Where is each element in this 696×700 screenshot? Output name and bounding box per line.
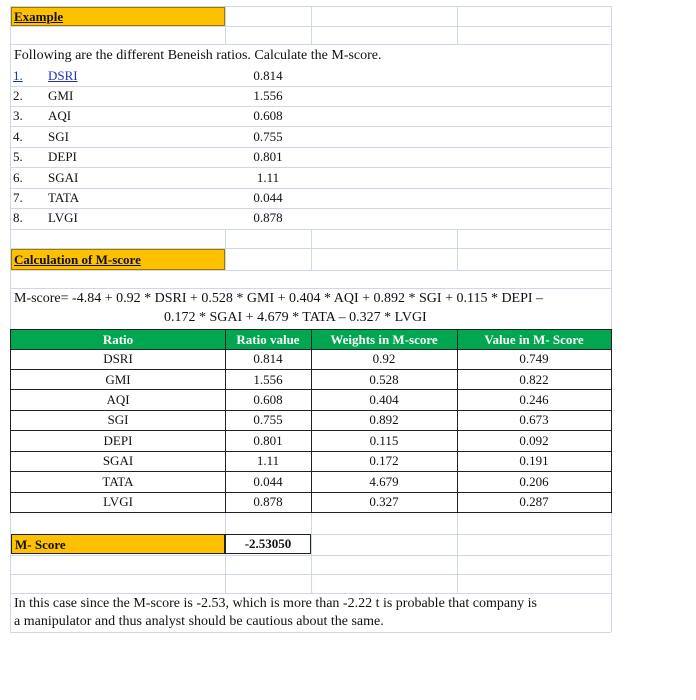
table-cell-ratio: TATA (102, 474, 134, 489)
list-item-name: SGI (48, 129, 69, 144)
list-item-number: 2. (13, 88, 23, 103)
table-cell-mscore: 0.822 (519, 372, 549, 387)
table-cell-weight: 0.892 (369, 412, 399, 427)
table-cell-weight: 0.404 (369, 392, 399, 407)
table-cell-mscore: 0.092 (519, 433, 549, 448)
formula-line-1: M-score= -4.84 + 0.92 * DSRI + 0.528 * GMI + 0.404 * AQI + 0.892 * SGI + 0.115 * DEPI – (14, 291, 544, 306)
list-item-value: 0.755 (253, 129, 283, 144)
formula-line-2: 0.172 * SGAI + 4.679 * TATA – 0.327 * LVGI (164, 310, 427, 325)
header-ratio-value: Ratio value (236, 332, 300, 347)
list-item-name: GMI (48, 88, 74, 103)
table-cell-weight: 0.172 (369, 453, 399, 468)
table-cell-mscore: 0.673 (519, 412, 549, 427)
table-cell-mscore: 0.191 (519, 453, 549, 468)
list-item-value: 0.814 (253, 68, 283, 83)
table-cell-ratio: LVGI (103, 494, 133, 509)
mscore-label-box (11, 534, 225, 554)
table-cell-mscore: 0.206 (519, 474, 549, 489)
conclusion-line-1: In this case since the M-score is -2.53, which is more than -2.22 t is probable that company is (14, 596, 537, 611)
table-cell-ratio: GMI (105, 372, 131, 387)
list-item-name: TATA (48, 190, 80, 205)
calc-label-box (11, 249, 225, 270)
table-cell-weight: 0.92 (372, 351, 396, 366)
table-cell-value: 0.801 (253, 433, 283, 448)
table-cell-ratio: SGI (107, 412, 129, 427)
list-item-value: 1.556 (253, 88, 283, 103)
intro-text: Following are the different Beneish ratios. Calculate the M-score. (14, 48, 382, 63)
table-cell-ratio: DSRI (103, 351, 133, 366)
list-item-number[interactable]: 1. (13, 68, 23, 83)
example-label-box (11, 7, 225, 26)
mscore-value-box (225, 534, 311, 554)
header-ratio: Ratio (102, 332, 134, 347)
table-cell-mscore: 0.246 (519, 392, 549, 407)
list-item-number: 4. (13, 129, 23, 144)
list-item-name[interactable]: DSRI (48, 68, 78, 83)
table-cell-mscore: 0.749 (519, 351, 549, 366)
list-item-name: LVGI (48, 210, 78, 225)
table-cell-weight: 4.679 (369, 474, 399, 489)
list-item-number: 5. (13, 149, 23, 164)
list-item-value: 0.878 (253, 210, 283, 225)
table-cell-value: 0.878 (253, 494, 283, 509)
example-label: Example (14, 9, 64, 24)
table-cell-weight: 0.115 (369, 433, 399, 448)
list-item-number: 7. (13, 190, 23, 205)
list-item-number: 8. (13, 210, 23, 225)
table-cell-mscore: 0.287 (519, 494, 549, 509)
table-cell-value: 0.755 (253, 412, 283, 427)
header-weights: Weights in M-score (330, 332, 438, 347)
table-cell-value: 0.814 (253, 351, 283, 366)
list-item-value: 0.801 (253, 149, 283, 164)
list-item-number: 6. (13, 170, 23, 185)
table-cell-value: 0.044 (253, 474, 283, 489)
table-cell-weight: 0.528 (369, 372, 399, 387)
list-item-value: 1.11 (256, 170, 280, 185)
table-cell-weight: 0.327 (369, 494, 399, 509)
list-item-name: DEPI (48, 149, 77, 164)
list-item-name: AQI (48, 108, 72, 123)
table-cell-ratio: SGAI (102, 453, 134, 468)
mscore-label: M- Score (15, 537, 66, 552)
list-item-value: 0.608 (253, 108, 283, 123)
list-item-value: 0.044 (253, 190, 283, 205)
list-item-name: SGAI (48, 170, 79, 185)
table-cell-value: 1.556 (253, 372, 283, 387)
table-cell-value: 0.608 (253, 392, 283, 407)
conclusion-line-2: a manipulator and thus analyst should be cautious about the same. (14, 614, 384, 629)
table-cell-ratio: AQI (106, 392, 130, 407)
list-item-number: 3. (13, 108, 23, 123)
table-cell-value: 1.11 (256, 453, 280, 468)
mscore-value: -2.53050 (244, 536, 292, 551)
calc-label: Calculation of M-score (14, 252, 141, 267)
header-value-in-mscore: Value in M- Score (484, 332, 584, 347)
table-cell-ratio: DEPI (103, 433, 133, 448)
